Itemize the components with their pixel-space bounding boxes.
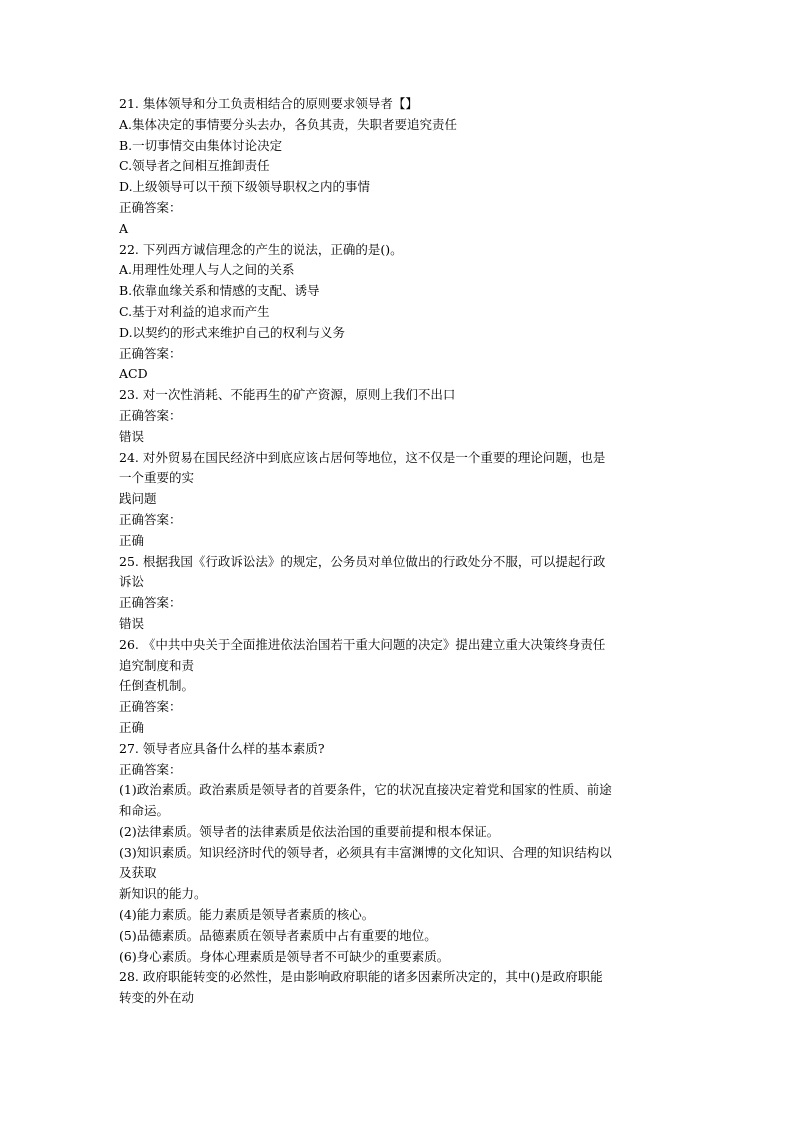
- q21-option-b: B.一切事情交由集体讨论决定: [119, 137, 283, 153]
- q26-question-line-2: 追究制度和责: [119, 657, 195, 673]
- q26-question-line-1: 26. 《中共中央关于全面推进依法治国若干重大问题的决定》提出建立重大决策终身责任: [119, 636, 606, 652]
- q27-answer-line-2: 和命运。: [119, 803, 170, 819]
- q25-question-line-1: 25. 根据我国《行政诉讼法》的规定，公务员对单位做出的行政处分不服，可以提起行政: [119, 553, 606, 569]
- q24-answer: 正确: [119, 532, 145, 548]
- q27-answer-line-7: (4)能力素质。能力素质是领导者素质的核心。: [119, 907, 375, 923]
- q22-answer: ACD: [119, 366, 148, 382]
- q27-answer-label: 正确答案：: [119, 761, 182, 777]
- q22-option-b: B.依靠血缘关系和情感的支配、诱导: [119, 283, 320, 299]
- q28-question-line-2: 转变的外在动: [119, 990, 195, 1006]
- q21-question: 21. 集体领导和分工负责相结合的原则要求领导者【】: [119, 96, 418, 111]
- q24-question-line-1: 24. 对外贸易在国民经济中到底应该占居何等地位，这不仅是一个重要的理论问题，也是: [119, 449, 606, 465]
- q21-option-c: C.领导者之间相互推卸责任: [119, 158, 270, 174]
- q23-answer-label: 正确答案：: [119, 407, 182, 423]
- q27-answer-line-6: 新知识的能力。: [119, 886, 207, 902]
- q26-question-line-3: 任倒查机制。: [119, 678, 195, 694]
- q27-question: 27. 领导者应具备什么样的基本素质?: [119, 740, 325, 756]
- q26-answer-label: 正确答案：: [119, 699, 182, 715]
- q22-option-d: D.以契约的形式来维护自己的权利与义务: [119, 324, 346, 340]
- q25-question-line-2: 诉讼: [119, 574, 145, 590]
- q23-answer: 错误: [119, 428, 145, 444]
- q27-answer-line-5: 及获取: [119, 865, 157, 881]
- q27-answer-line-8: (5)品德素质。品德素质在领导者素质中占有重要的地位。: [119, 927, 437, 943]
- q23-question: 23. 对一次性消耗、不能再生的矿产资源，原则上我们不出口: [119, 387, 456, 403]
- q21-option-a: A.集体决定的事情要分头去办，各负其责，失职者要追究责任: [119, 116, 458, 132]
- q22-option-c: C.基于对利益的追求而产生: [119, 303, 270, 319]
- q24-answer-label: 正确答案：: [119, 511, 182, 527]
- q22-option-a: A.用理性处理人与人之间的关系: [119, 262, 295, 278]
- q21-answer: A: [119, 220, 129, 236]
- q22-answer-label: 正确答案：: [119, 345, 182, 361]
- q26-answer: 正确: [119, 719, 145, 735]
- q25-answer-label: 正确答案：: [119, 595, 182, 611]
- q24-question-line-3: 践问题: [119, 491, 157, 507]
- q28-question-line-1: 28. 政府职能转变的必然性，是由影响政府职能的诸多因素所决定的，其中()是政府职能: [119, 969, 603, 985]
- q27-answer-line-9: (6)身心素质。身体心理素质是领导者不可缺少的重要素质。: [119, 948, 450, 964]
- q24-question-line-2: 一个重要的实: [119, 470, 195, 486]
- q21-answer-label: 正确答案：: [119, 199, 182, 215]
- q21-option-d: D.上级领导可以干预下级领导职权之内的事情: [119, 179, 371, 195]
- q27-answer-line-3: (2)法律素质。领导者的法律素质是依法治国的重要前提和根本保证。: [119, 823, 500, 839]
- q25-answer: 错误: [119, 615, 145, 631]
- q27-answer-line-4: (3)知识素质。知识经济时代的领导者，必须具有丰富渊博的文化知识、合理的知识结构以: [119, 844, 612, 860]
- document-body: [119, 94, 679, 1009]
- q22-question: 22. 下列西方诚信理念的产生的说法，正确的是()。: [119, 241, 403, 257]
- q27-answer-line-1: (1)政治素质。政治素质是领导者的首要条件，它的状况直接决定着党和国家的性质、前途: [119, 782, 612, 798]
